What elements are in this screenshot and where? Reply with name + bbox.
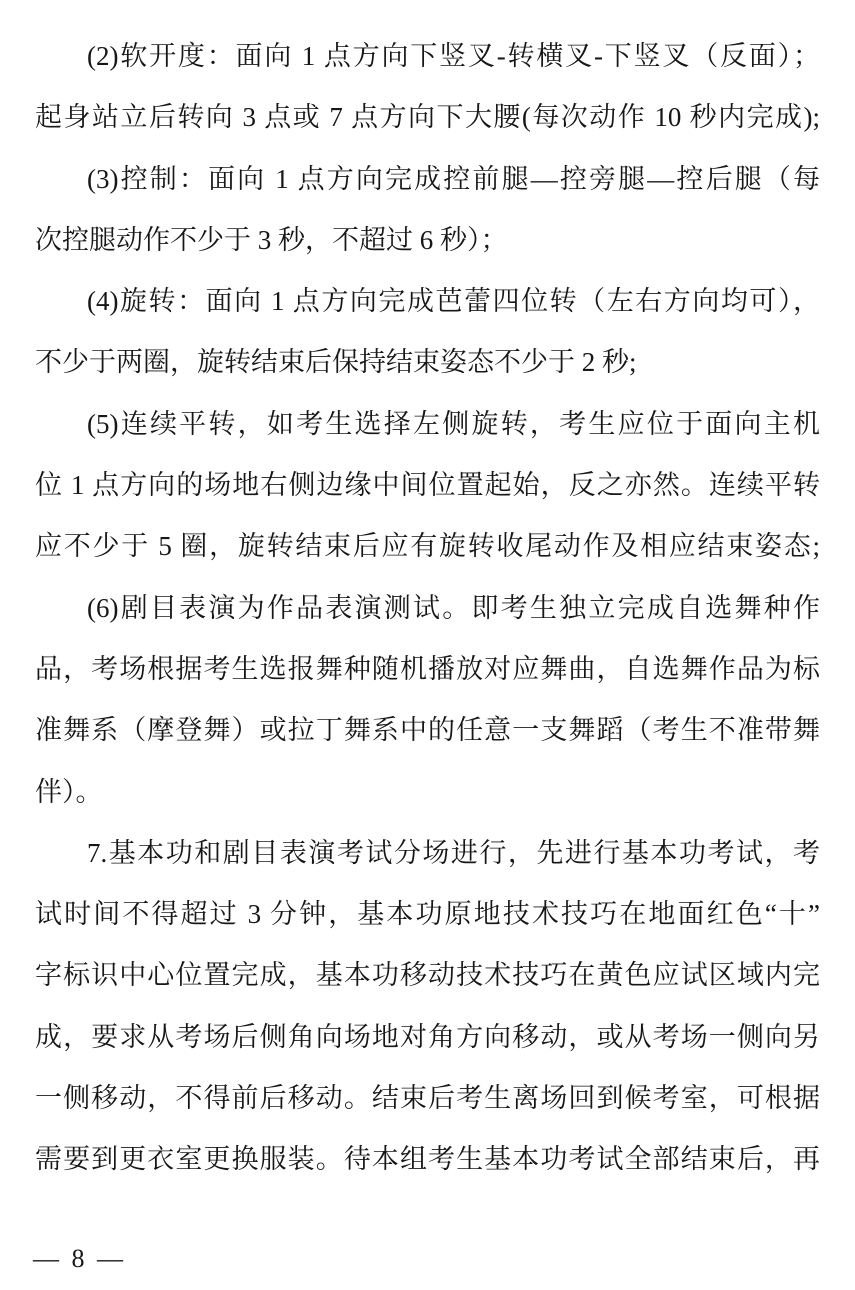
- text-line: (4)旋转：面向 1 点方向完成芭蕾四位转（左右方向均可），: [87, 286, 820, 317]
- text-line: 次控腿动作不少于 3 秒，不超过 6 秒）；: [35, 224, 508, 255]
- text-line: 伴）。: [35, 776, 103, 807]
- text-line: 准舞系（摩登舞）或拉丁舞系中的任意一支舞蹈（考生不准带舞: [35, 715, 820, 746]
- document-text-block: [35, 26, 820, 1191]
- text-line: 字标识中心位置完成，基本功移动技术技巧在黄色应试区域内完: [35, 960, 820, 991]
- text-line: (5)连续平转，如考生选择左侧旋转，考生应位于面向主机: [87, 408, 820, 439]
- text-line: 7.基本功和剧目表演考试分场进行，先进行基本功考试，考: [87, 837, 820, 868]
- text-line: 需要到更衣室更换服装。待本组考生基本功考试全部结束后，再: [35, 1144, 820, 1175]
- text-line: 一侧移动，不得前后移动。结束后考生离场回到候考室，可根据: [35, 1083, 820, 1114]
- text-line: 品，考场根据考生选报舞种随机播放对应舞曲，自选舞作品为标: [35, 653, 820, 684]
- text-line: 位 1 点方向的场地右侧边缘中间位置起始，反之亦然。连续平转: [35, 470, 820, 501]
- text-line: 应不少于 5 圈，旋转结束后应有旋转收尾动作及相应结束姿态;: [35, 531, 820, 562]
- text-line: 试时间不得超过 3 分钟，基本功原地技术技巧在地面红色“十”: [35, 899, 820, 930]
- text-line: (3)控制：面向 1 点方向完成控前腿—控旁腿—控后腿（每: [87, 163, 820, 194]
- text-line: 成，要求从考场后侧角向场地对角方向移动，或从考场一侧向另: [35, 1021, 820, 1052]
- text-line: 不少于两圈，旋转结束后保持结束姿态不少于 2 秒;: [35, 347, 637, 378]
- text-line: 起身站立后转向 3 点或 7 点方向下大腰(每次动作 10 秒内完成);: [35, 102, 820, 133]
- text-line: (2)软开度：面向 1 点方向下竖叉-转横叉-下竖叉（反面）；: [87, 41, 820, 71]
- text-line: (6)剧目表演为作品表演测试。即考生独立完成自选舞种作: [87, 592, 820, 623]
- page-number: — 8 —: [33, 1244, 126, 1273]
